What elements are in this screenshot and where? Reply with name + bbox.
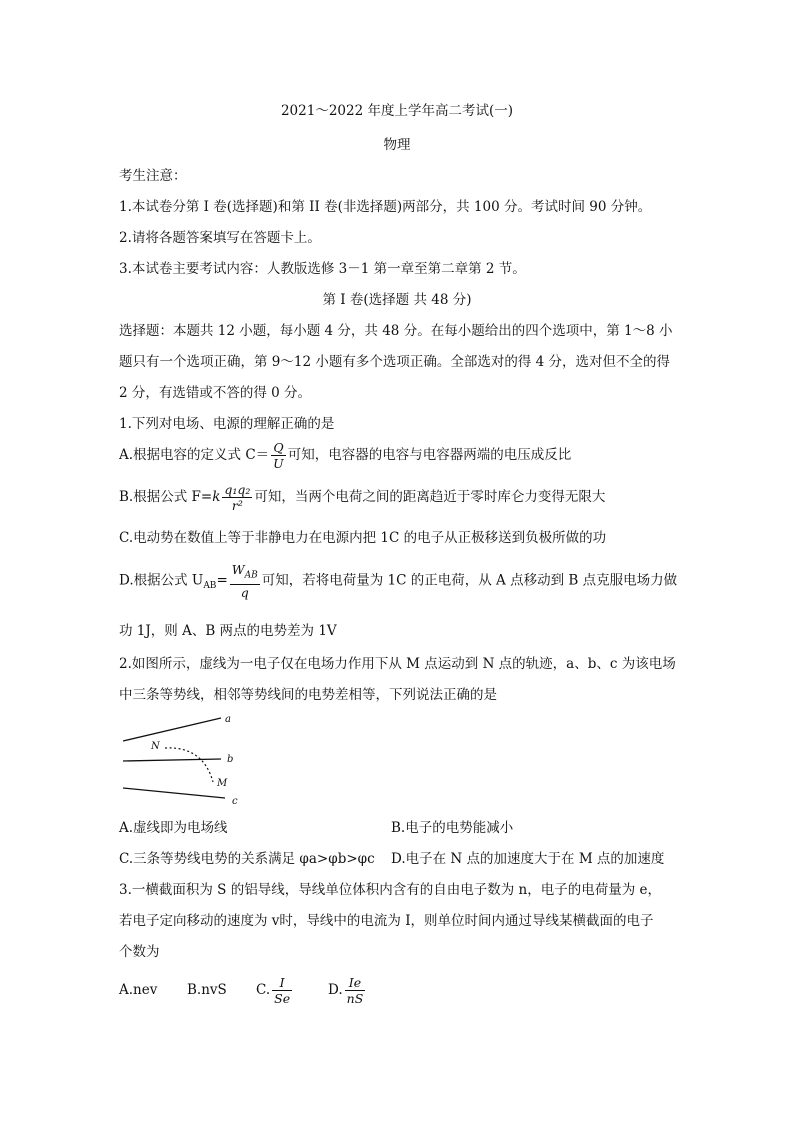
option-text: D.根据公式 U	[119, 572, 204, 589]
fraction	[222, 482, 252, 513]
trajectory-dashed	[165, 748, 213, 782]
label-b: b	[227, 754, 234, 765]
question-stem: 若电子定向移动的速度为 v时，导线中的电流为 I，则单位时间内通过导线某横截面的电子	[119, 913, 654, 929]
option-b	[119, 482, 605, 513]
numerator-w: W	[231, 562, 245, 577]
notice-item: 2.请将各题答案填写在答题卡上。	[119, 230, 321, 246]
numerator: Ie	[345, 975, 366, 991]
equipotential-line-b	[123, 759, 221, 761]
denominator: q	[240, 584, 249, 600]
option-text: 可知，当两个电荷之间的距离趋近于零时库仑力变得无限大	[254, 489, 606, 505]
subject-title: 物理	[383, 137, 411, 153]
fraction	[271, 440, 286, 471]
fraction	[272, 975, 292, 1006]
option-text: A.根据电容的定义式 C＝	[119, 447, 270, 463]
option-b: B.nvS	[187, 982, 227, 998]
section-title: 第 I 卷(选择题 共 48 分)	[322, 292, 472, 308]
denominator: Se	[274, 991, 291, 1006]
question-stem: 3.一横截面积为 S 的铝导线，导线单位体积内含有的自由电子数为 n，电子的电荷量为 e，	[119, 882, 661, 898]
option-c: C.三条等势线电势的关系满足 φa>φb>φc	[119, 851, 375, 867]
option-text: 可知，电容器的电容与电容器两端的电压成反比	[287, 447, 572, 463]
option-d-continued: 功 1J，则 A、B 两点的电势差为 1V	[119, 623, 337, 639]
numerator: q₁q₂	[224, 482, 251, 497]
fraction	[345, 975, 366, 1006]
option-c: C.电动势在数值上等于非静电力在电源内把 1C 的电子从正极移送到负极所做的功	[119, 530, 607, 546]
question-stem: 中三条等势线，相邻等势线间的电势差相等，下列说法正确的是	[119, 687, 497, 703]
subscript: AB	[203, 580, 217, 591]
denominator: nS	[346, 991, 364, 1006]
instruction-line: 题只有一个选项正确，第 9～12 小题有多个选项正确。全部选对的得 4 分，选对但不全的得	[119, 354, 671, 370]
label-a: a	[225, 714, 231, 725]
option-a	[119, 440, 571, 471]
equipotential-figure	[119, 712, 259, 812]
equipotential-line-c	[123, 788, 225, 798]
numerator: Q	[271, 440, 286, 456]
constant-k: k	[212, 489, 221, 505]
option-a: A.虚线即为电场线	[119, 820, 228, 836]
notice-item: 3.本试卷主要考试内容：人教版选修 3－1 第一章至第二章第 2 节。	[119, 261, 526, 277]
exam-title: 2021～2022 年度上学年高二考试(一)	[280, 103, 514, 119]
question-stem: 2.如图所示，虚线为一电子仅在电场力作用下从 M 点运动到 N 点的轨迹，a、b、c 为该电场	[119, 656, 676, 672]
notice-heading: 考生注意：	[119, 168, 187, 184]
subscript: AB	[244, 570, 258, 581]
question-stem: 个数为	[119, 944, 160, 960]
option-c	[256, 967, 294, 1013]
denominator: r²	[231, 498, 243, 513]
option-d: D.电子在 N 点的加速度大于在 M 点的加速度	[391, 851, 665, 867]
question-stem: 1.下列对电场、电源的理解正确的是	[119, 416, 335, 432]
option-label: C.	[256, 982, 271, 998]
numerator: I	[272, 975, 292, 991]
denominator: U	[273, 456, 284, 471]
notice-item: 1.本试卷分第 I 卷(选择题)和第 II 卷(非选择题)两部分，共 100 分。考试时间 90 分钟。	[119, 199, 652, 215]
fraction	[230, 562, 260, 600]
option-d	[328, 967, 367, 1013]
option-text: 可知，若将电荷量为 1C 的正电荷，从 A 点移动到 B 点克服电场力做	[261, 572, 678, 589]
instruction-line: 选择题：本题共 12 小题，每小题 4 分，共 48 分。在每小题给出的四个选项中，第 1～8 小	[119, 323, 673, 339]
equipotential-line-a	[123, 718, 221, 741]
option-a: A.nev	[119, 982, 158, 998]
instruction-line: 2 分，有选错或不答的得 0 分。	[119, 385, 312, 401]
option-text: B.根据公式 F=	[119, 489, 213, 505]
option-d	[119, 562, 677, 603]
numerator	[230, 562, 260, 585]
option-label: D.	[328, 982, 343, 998]
label-m: M	[217, 778, 228, 789]
option-b: B.电子的电势能减小	[391, 820, 514, 836]
equals: =	[216, 572, 228, 589]
label-n: N	[151, 741, 160, 752]
label-c: c	[232, 796, 238, 807]
